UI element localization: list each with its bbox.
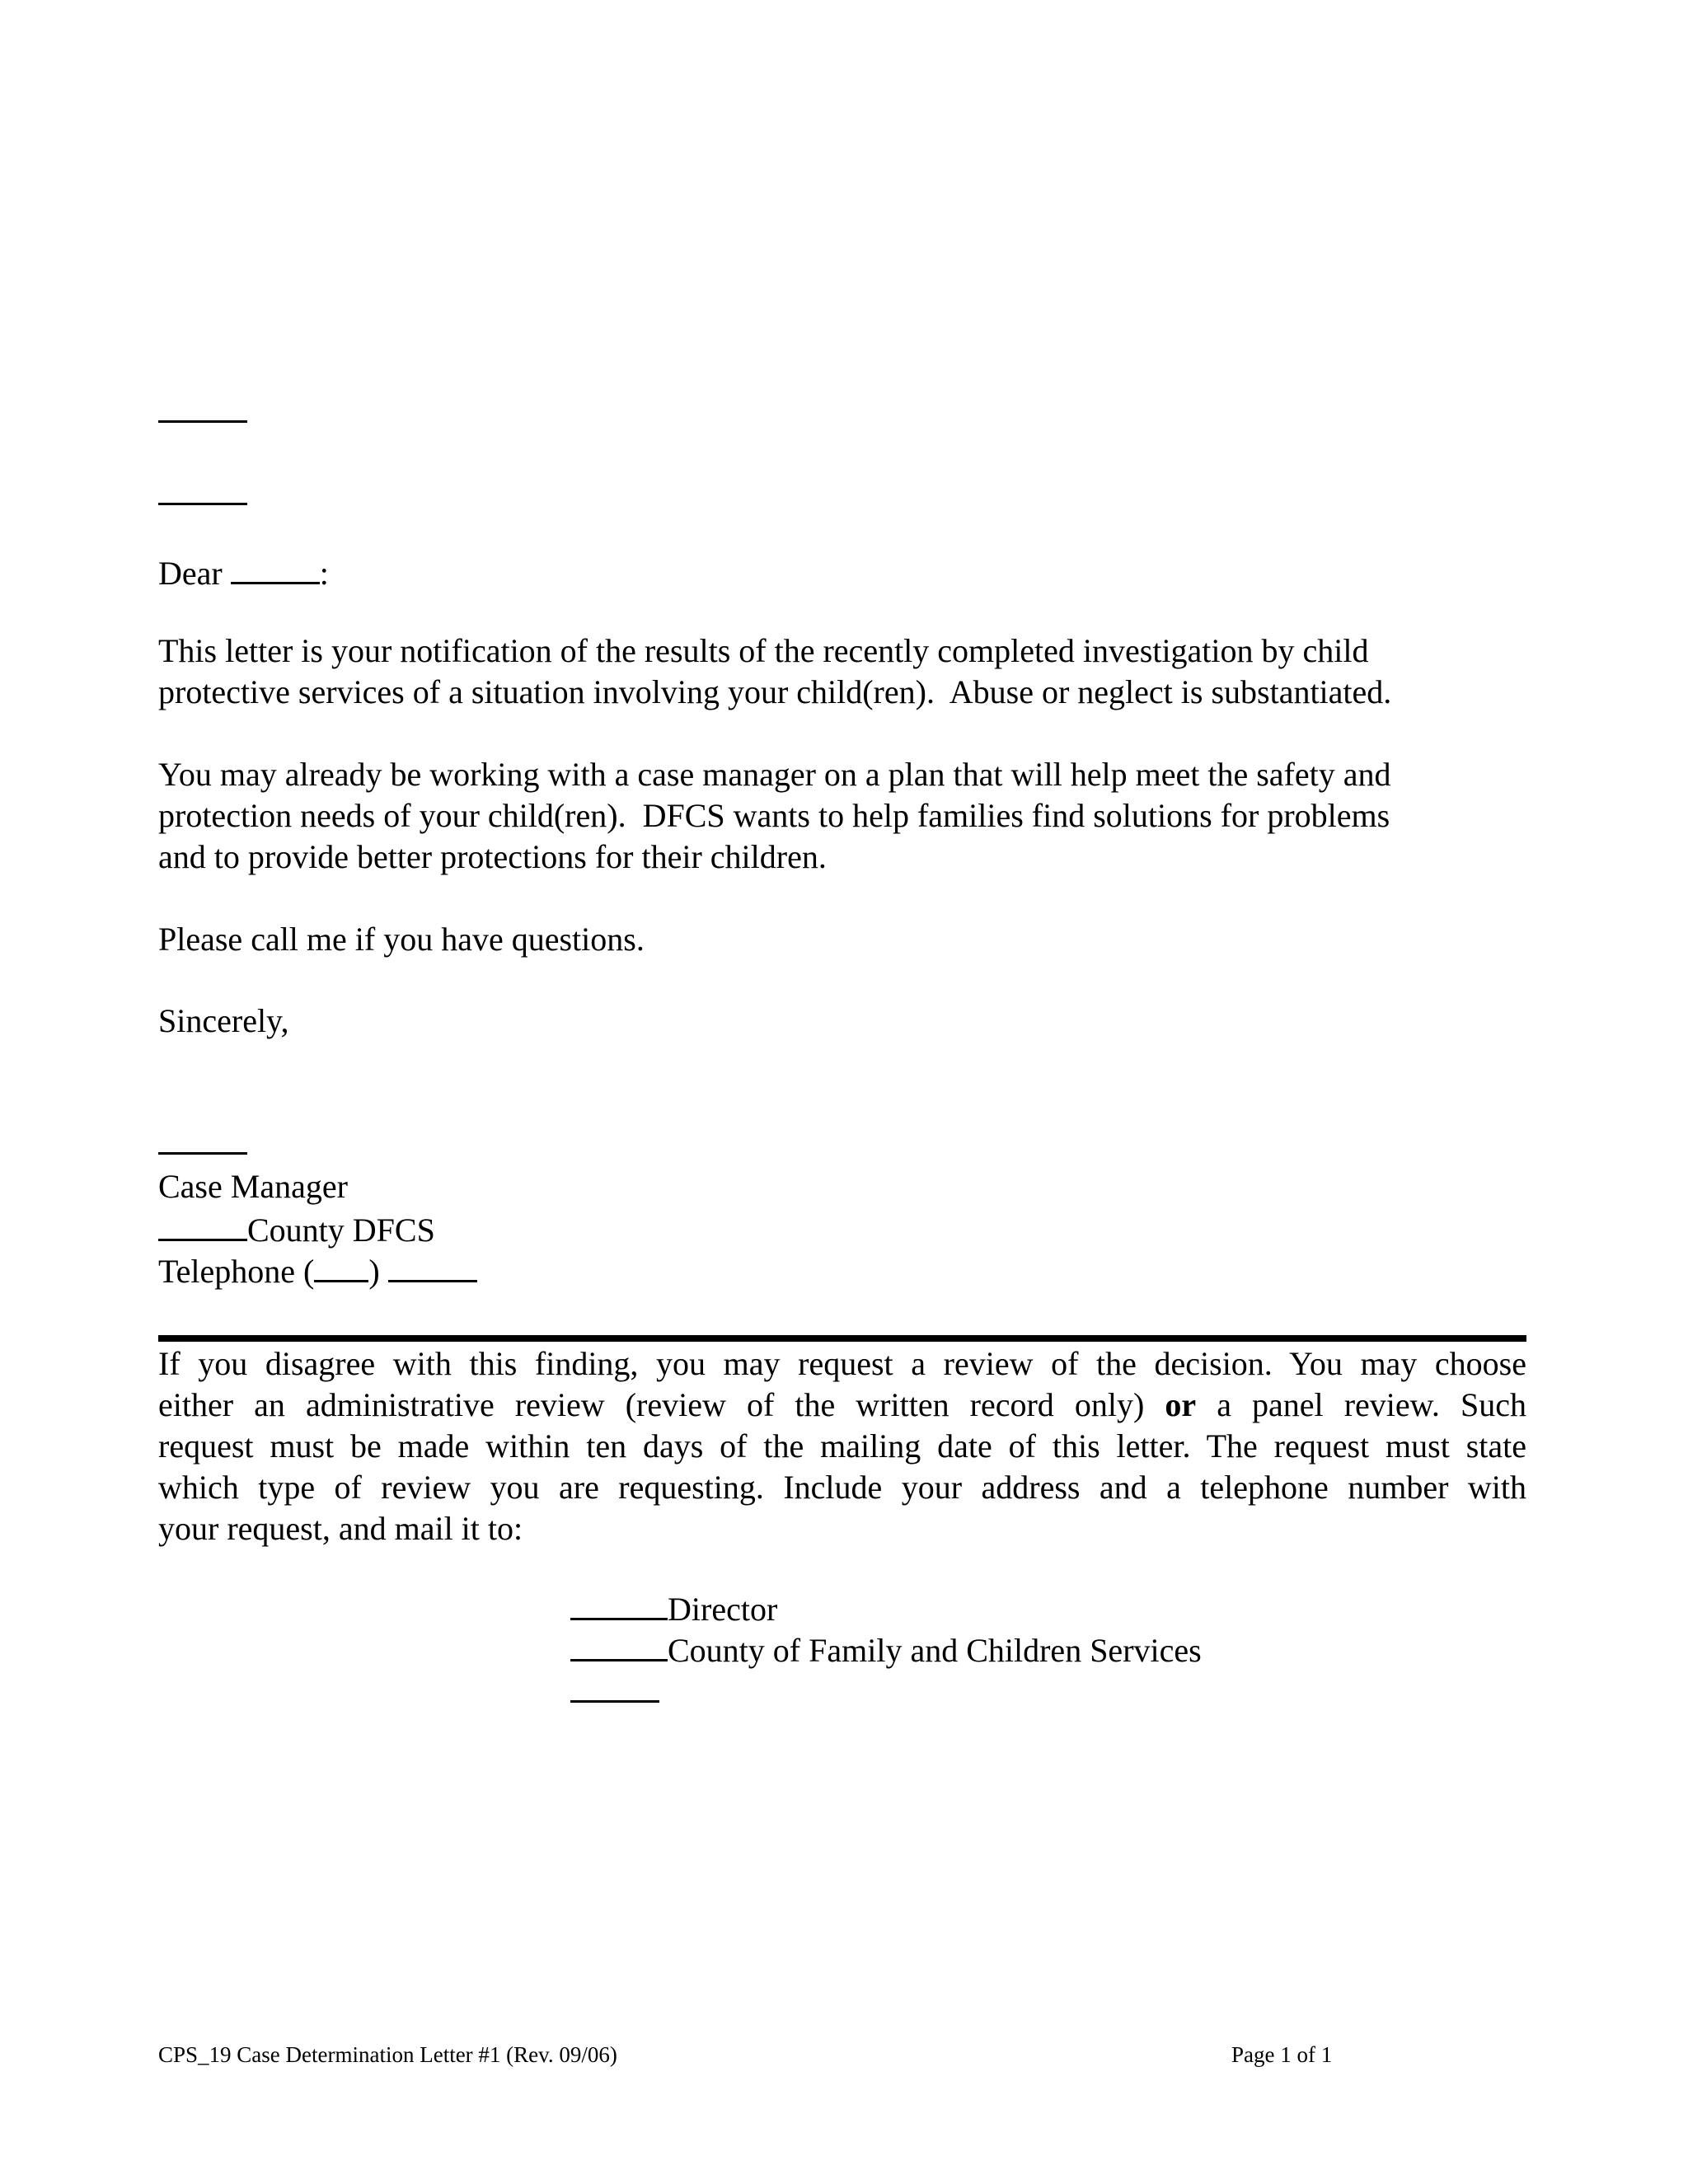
paragraph-line: request must be made within ten days of the mailing date of this letter. The request must state: [158, 1427, 1526, 1465]
date-blank: [158, 389, 247, 433]
signature-title: Case Manager: [158, 1168, 348, 1205]
paragraph-line: You may already be working with a case manager on a plan that will help meet the safety and: [158, 756, 1391, 793]
address-street: [570, 1669, 659, 1713]
footer-page-number: Page 1 of 1: [1231, 2042, 1333, 2067]
address-director-label: Director: [668, 1591, 778, 1628]
review-or-bold: or: [1165, 1386, 1197, 1423]
blank-line: [158, 1121, 247, 1155]
footer-form-id: CPS_19 Case Determination Letter #1 (Rev. 09/06): [158, 2042, 617, 2067]
closing: Sincerely,: [158, 1002, 289, 1039]
phone-number-blank: [388, 1249, 477, 1282]
recipient-blank: [158, 471, 247, 515]
address-county: [570, 1628, 1202, 1671]
blank-line: [570, 1586, 668, 1620]
paragraph-line: If you disagree with this finding, you may request a review of the decision. You may choose: [158, 1345, 1526, 1382]
telephone-prefix: Telephone (: [158, 1253, 315, 1290]
blank-line: [570, 1669, 659, 1703]
address-director: [570, 1586, 777, 1630]
telephone-line: [158, 1249, 477, 1292]
paragraph-line: which type of review you are requesting. Include your address and a telephone number with: [158, 1469, 1526, 1506]
area-code-blank: [314, 1249, 368, 1282]
paragraph-line: protective services of a situation involving your child(ren). Abuse or neglect is substantiated.: [158, 673, 1392, 710]
county-label: County DFCS: [247, 1212, 435, 1249]
review-text: a panel review. Such: [1196, 1386, 1526, 1423]
case-manager-paragraph: [158, 754, 1526, 878]
paragraph-line: [158, 1385, 1526, 1426]
paragraph-line: your request, and mail it to:: [158, 1510, 523, 1547]
paragraph-line: and to provide better protections for their children.: [158, 838, 827, 875]
salutation: [158, 551, 329, 594]
salutation-prefix: Dear: [158, 555, 231, 592]
telephone-mid: ): [368, 1253, 388, 1290]
notification-paragraph: [158, 630, 1526, 713]
county-line: [158, 1207, 435, 1251]
questions-paragraph: Please call me if you have questions.: [158, 921, 645, 958]
review-paragraph: [158, 1343, 1526, 1549]
separator-rule: [158, 1335, 1526, 1342]
blank-line: [158, 471, 247, 505]
salutation-suffix: :: [319, 555, 329, 592]
address-county-label: County of Family and Children Services: [668, 1632, 1202, 1669]
paragraph-line: protection needs of your child(ren). DFCS wants to help families find solutions for problems: [158, 797, 1390, 834]
blank-line: [570, 1628, 668, 1661]
blank-line: [158, 1207, 247, 1241]
blank-line: [158, 389, 247, 423]
paragraph-line: This letter is your notification of the results of the recently completed investigation by child: [158, 632, 1369, 669]
signature-blank: [158, 1121, 247, 1165]
review-text: either an administrative review (review of the written record only): [158, 1386, 1165, 1423]
blank-line: [231, 551, 320, 584]
